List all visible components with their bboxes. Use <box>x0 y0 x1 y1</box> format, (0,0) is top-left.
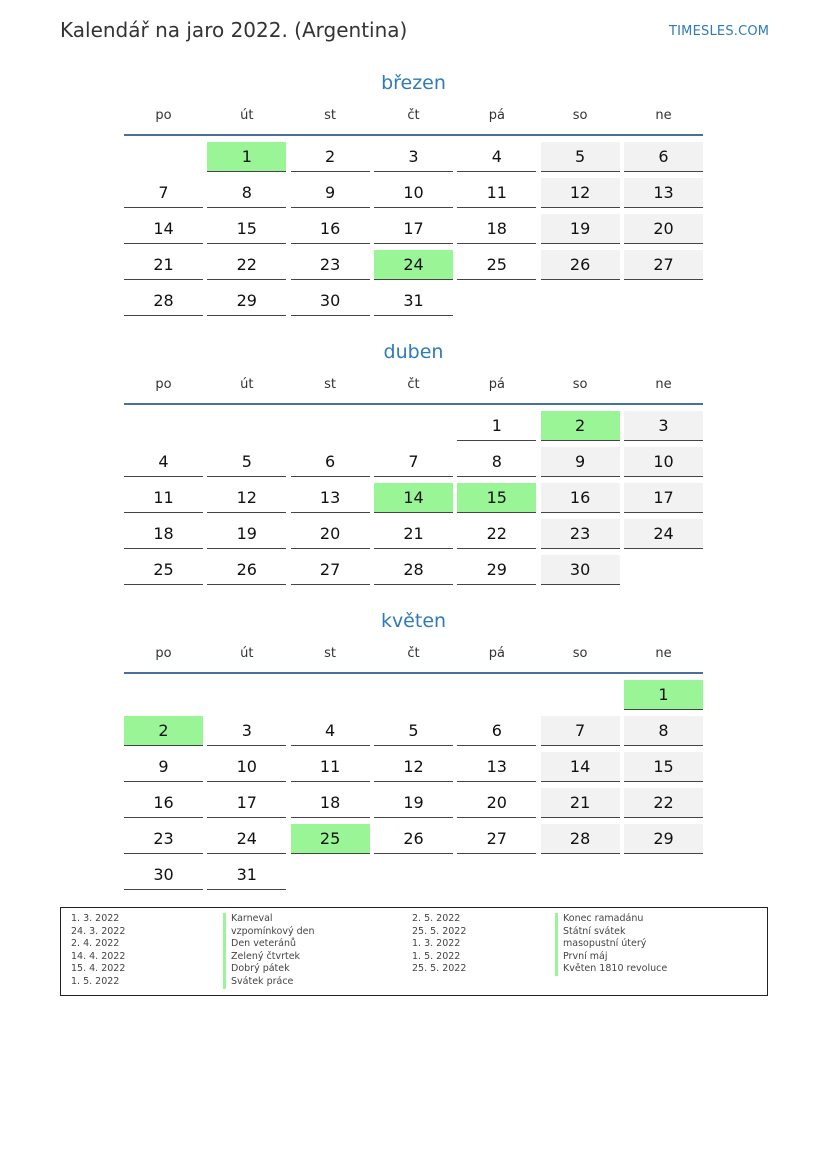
day-cell: 16 <box>541 483 620 513</box>
weekday-label: st <box>324 377 337 392</box>
day-cell: 11 <box>291 752 370 782</box>
legend-date: 14. 4. 2022 <box>71 950 126 962</box>
day-cell: 4 <box>291 716 370 746</box>
weekday-label: út <box>240 646 254 661</box>
legend-names <box>223 913 315 989</box>
legend-names <box>555 913 667 976</box>
holiday-day-cell: 2 <box>541 411 620 441</box>
day-cell: 20 <box>291 519 370 549</box>
weekday-label: ne <box>655 377 672 392</box>
legend-holiday-name: Den veteránů <box>223 938 315 951</box>
legend-holiday-name: Státní svátek <box>555 926 667 939</box>
day-cell: 18 <box>457 214 536 244</box>
day-cell: 17 <box>374 214 453 244</box>
day-cell: 10 <box>624 447 703 477</box>
day-cell: 23 <box>124 824 203 854</box>
day-cell: 29 <box>207 286 286 316</box>
day-cell: 6 <box>457 716 536 746</box>
day-cell: 21 <box>541 788 620 818</box>
day-cell: 23 <box>291 250 370 280</box>
day-cell: 7 <box>124 178 203 208</box>
day-cell: 15 <box>624 752 703 782</box>
day-cell: 19 <box>207 519 286 549</box>
day-cell: 26 <box>207 555 286 585</box>
legend-date: 1. 3. 2022 <box>71 913 120 924</box>
legend-holiday-name: Konec ramadánu <box>555 913 667 926</box>
day-cell: 20 <box>624 214 703 244</box>
day-cell: 18 <box>291 788 370 818</box>
day-cell: 5 <box>541 142 620 172</box>
legend-date: 24. 3. 2022 <box>71 925 126 937</box>
day-cell: 18 <box>124 519 203 549</box>
legend-date: 2. 4. 2022 <box>71 938 120 950</box>
day-cell: 4 <box>457 142 536 172</box>
holiday-day-cell: 14 <box>374 483 453 513</box>
weekday-label: pá <box>488 108 505 123</box>
day-cell: 14 <box>541 752 620 782</box>
day-cell: 16 <box>291 214 370 244</box>
day-grid <box>124 142 703 322</box>
day-cell: 8 <box>207 178 286 208</box>
month-title: duben <box>383 341 444 363</box>
holiday-day-cell: 15 <box>457 483 536 513</box>
holiday-day-cell: 24 <box>374 250 453 280</box>
day-cell: 22 <box>207 250 286 280</box>
holiday-day-cell: 25 <box>291 824 370 854</box>
legend-holiday-name: vzpomínkový den <box>223 926 315 939</box>
day-cell: 29 <box>624 824 703 854</box>
day-cell: 2 <box>291 142 370 172</box>
day-cell: 26 <box>541 250 620 280</box>
day-cell: 15 <box>207 214 286 244</box>
day-cell: 1 <box>457 411 536 441</box>
holiday-legend <box>60 907 768 996</box>
holiday-day-cell: 1 <box>624 680 703 710</box>
legend-holiday-name: První máj <box>555 951 667 964</box>
weekday-label: ne <box>655 108 672 123</box>
weekday-label: čt <box>407 646 420 661</box>
day-cell: 29 <box>457 555 536 585</box>
day-cell: 20 <box>457 788 536 818</box>
day-cell: 12 <box>374 752 453 782</box>
day-cell: 28 <box>124 286 203 316</box>
day-cell: 3 <box>374 142 453 172</box>
day-cell: 6 <box>291 447 370 477</box>
day-cell: 13 <box>291 483 370 513</box>
header-rule <box>124 672 703 674</box>
day-cell: 3 <box>207 716 286 746</box>
legend-holiday-name: Dobrý pátek <box>223 963 315 976</box>
day-cell: 11 <box>124 483 203 513</box>
day-cell: 17 <box>624 483 703 513</box>
day-cell: 24 <box>207 824 286 854</box>
weekday-label: čt <box>407 108 420 123</box>
day-cell: 14 <box>124 214 203 244</box>
legend-date: 2. 5. 2022 <box>412 913 461 924</box>
weekday-label: st <box>324 108 337 123</box>
legend-dates <box>71 913 125 989</box>
legend-date: 1. 3. 2022 <box>412 938 461 950</box>
day-cell: 30 <box>291 286 370 316</box>
holiday-day-cell: 2 <box>124 716 203 746</box>
weekday-label: so <box>572 108 588 123</box>
day-cell: 16 <box>124 788 203 818</box>
day-cell: 19 <box>541 214 620 244</box>
weekday-label: pá <box>488 377 505 392</box>
legend-dates <box>412 913 466 976</box>
legend-date: 15. 4. 2022 <box>71 963 126 975</box>
day-cell: 6 <box>624 142 703 172</box>
day-cell: 5 <box>374 716 453 746</box>
weekday-header <box>124 106 703 136</box>
day-cell: 27 <box>291 555 370 585</box>
day-cell: 25 <box>457 250 536 280</box>
legend-holiday-name: Květen 1810 revoluce <box>555 963 667 976</box>
day-cell: 10 <box>374 178 453 208</box>
weekday-label: čt <box>407 377 420 392</box>
day-cell: 24 <box>624 519 703 549</box>
day-cell: 28 <box>541 824 620 854</box>
month-title: květen <box>380 610 447 632</box>
day-cell: 21 <box>124 250 203 280</box>
day-cell: 9 <box>291 178 370 208</box>
day-cell: 25 <box>124 555 203 585</box>
day-cell: 8 <box>457 447 536 477</box>
weekday-label: st <box>324 646 337 661</box>
day-grid <box>124 680 703 896</box>
day-cell: 26 <box>374 824 453 854</box>
site-link[interactable]: TIMESLES.COM <box>669 24 770 39</box>
legend-holiday-name: Zelený čtvrtek <box>223 951 315 964</box>
month-duben <box>124 339 703 591</box>
day-cell: 28 <box>374 555 453 585</box>
day-cell: 11 <box>457 178 536 208</box>
page-title: Kalendář na jaro 2022. (Argentina) <box>60 18 408 42</box>
day-cell: 22 <box>457 519 536 549</box>
day-cell: 7 <box>541 716 620 746</box>
day-cell: 9 <box>124 752 203 782</box>
day-cell: 23 <box>541 519 620 549</box>
day-cell: 19 <box>374 788 453 818</box>
legend-date: 1. 5. 2022 <box>412 950 461 962</box>
day-cell: 31 <box>207 860 286 890</box>
weekday-label: út <box>240 377 254 392</box>
weekday-label: po <box>155 108 172 123</box>
day-cell: 30 <box>541 555 620 585</box>
day-cell: 30 <box>124 860 203 890</box>
weekday-label: so <box>572 377 588 392</box>
weekday-label: ne <box>655 646 672 661</box>
legend-date: 25. 5. 2022 <box>412 963 467 975</box>
day-cell: 27 <box>457 824 536 854</box>
holiday-day-cell: 1 <box>207 142 286 172</box>
month-květen <box>124 608 703 896</box>
legend-holiday-name: Svátek práce <box>223 976 315 989</box>
weekday-header <box>124 375 703 405</box>
day-cell: 31 <box>374 286 453 316</box>
day-cell: 21 <box>374 519 453 549</box>
month-title: březen <box>381 72 446 94</box>
month-březen <box>124 70 703 322</box>
day-cell: 8 <box>624 716 703 746</box>
day-grid <box>124 411 703 591</box>
day-cell: 12 <box>207 483 286 513</box>
day-cell: 17 <box>207 788 286 818</box>
day-cell: 9 <box>541 447 620 477</box>
legend-date: 25. 5. 2022 <box>412 925 467 937</box>
legend-holiday-name: Karneval <box>223 913 315 926</box>
day-cell: 5 <box>207 447 286 477</box>
day-cell: 22 <box>624 788 703 818</box>
weekday-label: po <box>155 377 172 392</box>
day-cell: 13 <box>457 752 536 782</box>
day-cell: 3 <box>624 411 703 441</box>
weekday-label: po <box>155 646 172 661</box>
day-cell: 27 <box>624 250 703 280</box>
weekday-label: pá <box>488 646 505 661</box>
weekday-label: út <box>240 108 254 123</box>
legend-holiday-name: masopustní úterý <box>555 938 667 951</box>
weekday-header <box>124 644 703 674</box>
day-cell: 12 <box>541 178 620 208</box>
day-cell: 7 <box>374 447 453 477</box>
day-cell: 10 <box>207 752 286 782</box>
header-rule <box>124 403 703 405</box>
legend-date: 1. 5. 2022 <box>71 975 120 987</box>
day-cell: 4 <box>124 447 203 477</box>
weekday-label: so <box>572 646 588 661</box>
day-cell: 13 <box>624 178 703 208</box>
header-rule <box>124 134 703 136</box>
